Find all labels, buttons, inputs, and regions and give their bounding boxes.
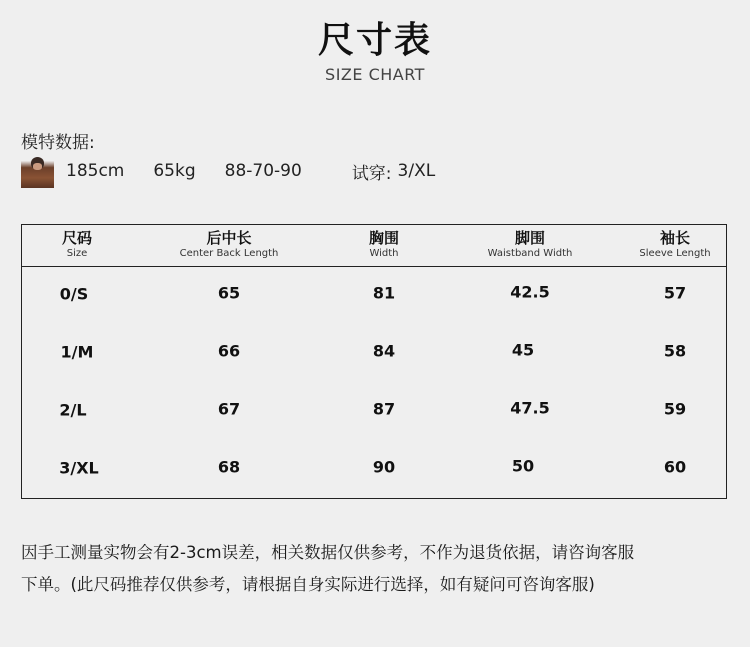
table-cell-back-length: 66	[217, 341, 241, 361]
table-cell-size: 1/M	[60, 342, 94, 362]
size-table	[21, 224, 727, 499]
table-cell-sleeve: 57	[663, 283, 687, 303]
table-cell-size: 2/L	[59, 400, 87, 420]
model-measurements: 88-70-90	[224, 161, 302, 181]
disclaimer-note	[21, 537, 741, 601]
fitting-size: 3/XL	[397, 161, 436, 181]
table-cell-sleeve: 60	[663, 457, 687, 477]
fitting-label: 试穿:	[351, 163, 392, 184]
col-header-width: 胸围 Width	[368, 229, 400, 259]
col-header-sleeve: 袖长 Sleeve Length	[639, 229, 711, 259]
table-cell-waistband: 42.5	[510, 282, 550, 302]
disclaimer-line-1: 因手工测量实物会有2-3cm误差，相关数据仅供参考，不作为退货依据，请咨询客服	[21, 543, 635, 562]
table-cell-waistband: 50	[511, 456, 535, 476]
col-header-waistband: 脚围 Waistband Width	[487, 229, 573, 259]
table-cell-size: 3/XL	[59, 458, 99, 478]
table-cell-width: 90	[372, 457, 396, 477]
table-cell-width: 81	[372, 283, 396, 303]
table-cell-size: 0/S	[59, 284, 89, 304]
table-cell-sleeve: 59	[663, 399, 687, 419]
table-cell-width: 87	[372, 399, 396, 419]
table-cell-back-length: 68	[217, 457, 241, 477]
col-header-size: 尺码 Size	[61, 229, 93, 259]
model-data-label: 模特数据:	[21, 133, 95, 153]
table-cell-waistband: 47.5	[510, 398, 550, 418]
table-cell-waistband: 45	[511, 340, 535, 360]
table-cell-width: 84	[372, 341, 396, 361]
col-header-back-length: 后中长 Center Back Length	[179, 229, 279, 259]
table-cell-back-length: 65	[217, 283, 241, 303]
table-cell-sleeve: 58	[663, 341, 687, 361]
disclaimer-line-2: 下单。(此尺码推荐仅供参考，请根据自身实际进行选择，如有疑问可咨询客服)	[21, 575, 595, 594]
table-header	[22, 225, 726, 267]
page-subtitle: SIZE CHART	[325, 65, 425, 84]
model-weight: 65kg	[153, 161, 196, 181]
model-photo	[21, 154, 54, 188]
table-cell-back-length: 67	[217, 399, 241, 419]
model-info-row	[21, 153, 435, 189]
model-height: 185cm	[66, 161, 125, 181]
page-title: 尺寸表	[317, 20, 432, 61]
